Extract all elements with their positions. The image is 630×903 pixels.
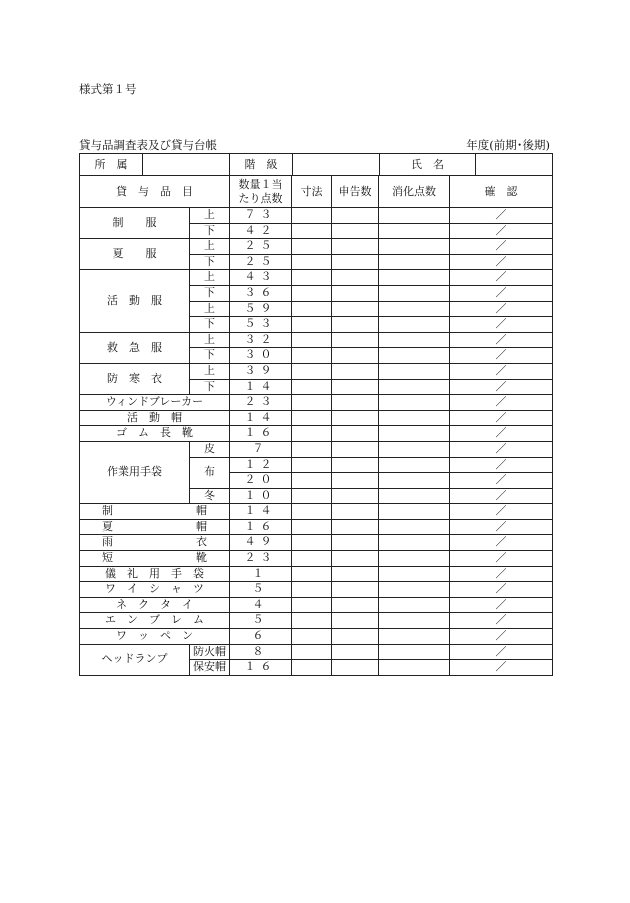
- ledger-table: [79, 153, 553, 176]
- item-points: ７: [230, 441, 292, 457]
- item-name-a: 雨: [102, 535, 113, 549]
- affiliation-label: 所 属: [80, 154, 143, 176]
- item-name: [80, 551, 230, 567]
- table-row: [80, 270, 553, 286]
- size-cell[interactable]: [292, 395, 332, 411]
- item-name-a: 夏: [102, 519, 113, 533]
- item-sub: 下: [190, 285, 230, 301]
- table-row: [80, 332, 553, 348]
- consumed-cell[interactable]: [379, 519, 450, 535]
- col-confirm: 確 認: [450, 176, 553, 208]
- item-sub: 保安帽: [190, 660, 230, 676]
- consumed-cell[interactable]: [379, 488, 450, 504]
- declared-cell[interactable]: [332, 301, 379, 317]
- item-points: ８: [230, 644, 292, 660]
- col-points-line2: たり点数: [238, 191, 283, 205]
- table-row: [80, 519, 553, 535]
- declared-cell[interactable]: [332, 644, 379, 660]
- item-points: ３９: [230, 363, 292, 379]
- col-size: 寸法: [292, 176, 332, 208]
- size-cell[interactable]: [292, 363, 332, 379]
- table-row: [80, 566, 553, 582]
- size-cell[interactable]: [292, 239, 332, 255]
- confirm-cell[interactable]: ／: [450, 582, 553, 598]
- confirm-cell[interactable]: ／: [450, 519, 553, 535]
- consumed-cell[interactable]: [379, 239, 450, 255]
- table-row: [80, 551, 553, 567]
- consumed-cell[interactable]: [379, 223, 450, 239]
- item-sub: 上: [190, 270, 230, 286]
- consumed-cell[interactable]: [379, 551, 450, 567]
- confirm-cell[interactable]: ／: [450, 441, 553, 457]
- item-points: ５３: [230, 317, 292, 333]
- item-name: エ ン ブ レ ム: [80, 613, 230, 629]
- size-cell[interactable]: [292, 660, 332, 676]
- declared-cell[interactable]: [332, 473, 379, 489]
- size-cell[interactable]: [292, 254, 332, 270]
- form-number: 様式第１号: [79, 82, 137, 96]
- declared-cell[interactable]: [332, 457, 379, 473]
- consumed-cell[interactable]: [379, 254, 450, 270]
- consumed-cell[interactable]: [379, 332, 450, 348]
- confirm-cell[interactable]: ／: [450, 426, 553, 442]
- declared-cell[interactable]: [332, 519, 379, 535]
- item-name: 防 寒 衣: [80, 363, 190, 394]
- confirm-cell[interactable]: ／: [450, 551, 553, 567]
- size-cell[interactable]: [292, 519, 332, 535]
- item-points: １２: [230, 457, 292, 473]
- consumed-cell[interactable]: [379, 410, 450, 426]
- item-points: １６: [230, 519, 292, 535]
- item-name-b: 衣: [196, 535, 207, 549]
- declared-cell[interactable]: [332, 488, 379, 504]
- col-item: 貸 与 品 目: [80, 176, 230, 208]
- item-sub: 上: [190, 208, 230, 224]
- consumed-cell[interactable]: [379, 379, 450, 395]
- size-cell[interactable]: [292, 629, 332, 645]
- consumed-cell[interactable]: [379, 535, 450, 551]
- declared-cell[interactable]: [332, 535, 379, 551]
- consumed-cell[interactable]: [379, 473, 450, 489]
- item-name: [80, 504, 230, 520]
- item-points: ２０: [230, 473, 292, 489]
- size-cell[interactable]: [292, 379, 332, 395]
- declared-cell[interactable]: [332, 426, 379, 442]
- size-cell[interactable]: [292, 597, 332, 613]
- declared-cell[interactable]: [332, 629, 379, 645]
- declared-cell[interactable]: [332, 239, 379, 255]
- item-points: ３０: [230, 348, 292, 364]
- item-points: １６: [230, 660, 292, 676]
- size-cell[interactable]: [292, 473, 332, 489]
- item-name: 活 動 帽: [80, 410, 230, 426]
- declared-cell[interactable]: [332, 379, 379, 395]
- confirm-cell[interactable]: ／: [450, 348, 553, 364]
- declared-cell[interactable]: [332, 597, 379, 613]
- table-row: [80, 644, 553, 660]
- item-name-b: 帽: [196, 519, 207, 533]
- declared-cell[interactable]: [332, 410, 379, 426]
- name-field[interactable]: [476, 154, 553, 176]
- confirm-cell[interactable]: ／: [450, 488, 553, 504]
- consumed-cell[interactable]: [379, 270, 450, 286]
- consumed-cell[interactable]: [379, 441, 450, 457]
- size-cell[interactable]: [292, 208, 332, 224]
- confirm-cell[interactable]: ／: [450, 270, 553, 286]
- table-row: [80, 426, 553, 442]
- table-row: [80, 613, 553, 629]
- item-name: ネ ク タ イ: [80, 597, 230, 613]
- name-label: 氏 名: [380, 154, 476, 176]
- size-cell[interactable]: [292, 348, 332, 364]
- item-name: ワ イ シ ャ ツ: [80, 582, 230, 598]
- size-cell[interactable]: [292, 504, 332, 520]
- item-sub: 下: [190, 317, 230, 333]
- table-row: [80, 239, 553, 255]
- item-sub: 冬: [190, 488, 230, 504]
- size-cell[interactable]: [292, 644, 332, 660]
- item-name: 制 服: [80, 208, 190, 239]
- confirm-cell[interactable]: ／: [450, 473, 553, 489]
- item-name-b: 帽: [196, 504, 207, 518]
- item-name: [80, 519, 230, 535]
- size-cell[interactable]: [292, 551, 332, 567]
- consumed-cell[interactable]: [379, 597, 450, 613]
- item-name: ヘッドランプ: [80, 644, 190, 675]
- table-row: [80, 208, 553, 224]
- item-points: １: [230, 566, 292, 582]
- item-points: ２３: [230, 395, 292, 411]
- item-points: ７３: [230, 208, 292, 224]
- confirm-cell[interactable]: ／: [450, 457, 553, 473]
- consumed-cell[interactable]: [379, 426, 450, 442]
- rank-field[interactable]: [293, 154, 380, 176]
- consumed-cell[interactable]: [379, 582, 450, 598]
- col-declared: 申告数: [332, 176, 379, 208]
- consumed-cell[interactable]: [379, 301, 450, 317]
- table-row: [80, 582, 553, 598]
- declared-cell[interactable]: [332, 504, 379, 520]
- confirm-cell[interactable]: ／: [450, 285, 553, 301]
- document-title: 貸与品調査表及び貸与台帳: [79, 138, 217, 152]
- item-sub: 上: [190, 239, 230, 255]
- item-name: ゴ ム 長 靴: [80, 426, 230, 442]
- confirm-cell[interactable]: ／: [450, 301, 553, 317]
- item-points: ４９: [230, 535, 292, 551]
- column-header-row: [80, 176, 553, 208]
- item-points: １０: [230, 488, 292, 504]
- confirm-cell[interactable]: ／: [450, 410, 553, 426]
- header-row: [80, 154, 553, 176]
- item-sub: 下: [190, 379, 230, 395]
- item-sub: 上: [190, 363, 230, 379]
- table-row: [80, 441, 553, 457]
- size-cell[interactable]: [292, 457, 332, 473]
- size-cell[interactable]: [292, 582, 332, 598]
- declared-cell[interactable]: [332, 613, 379, 629]
- confirm-cell[interactable]: ／: [450, 395, 553, 411]
- col-points: [230, 176, 292, 208]
- item-points: ２５: [230, 254, 292, 270]
- consumed-cell[interactable]: [379, 644, 450, 660]
- size-cell[interactable]: [292, 410, 332, 426]
- item-points: ６: [230, 629, 292, 645]
- item-name: 儀 礼 用 手 袋: [80, 566, 230, 582]
- declared-cell[interactable]: [332, 566, 379, 582]
- size-cell[interactable]: [292, 223, 332, 239]
- item-sub: 防火帽: [190, 644, 230, 660]
- consumed-cell[interactable]: [379, 395, 450, 411]
- confirm-cell[interactable]: ／: [450, 332, 553, 348]
- declared-cell[interactable]: [332, 348, 379, 364]
- size-cell[interactable]: [292, 301, 332, 317]
- rank-label: 階 級: [230, 154, 293, 176]
- declared-cell[interactable]: [332, 363, 379, 379]
- confirm-cell[interactable]: ／: [450, 566, 553, 582]
- item-points: １４: [230, 379, 292, 395]
- item-name: 活 動 服: [80, 270, 190, 332]
- confirm-cell[interactable]: ／: [450, 317, 553, 333]
- item-name: [80, 535, 230, 551]
- item-points: １４: [230, 410, 292, 426]
- confirm-cell[interactable]: ／: [450, 363, 553, 379]
- declared-cell[interactable]: [332, 441, 379, 457]
- item-points: ３２: [230, 332, 292, 348]
- item-name: ワ ッ ペ ン: [80, 629, 230, 645]
- consumed-cell[interactable]: [379, 317, 450, 333]
- declared-cell[interactable]: [332, 285, 379, 301]
- confirm-cell[interactable]: ／: [450, 629, 553, 645]
- consumed-cell[interactable]: [379, 660, 450, 676]
- size-cell[interactable]: [292, 613, 332, 629]
- declared-cell[interactable]: [332, 317, 379, 333]
- item-sub: 下: [190, 254, 230, 270]
- size-cell[interactable]: [292, 441, 332, 457]
- confirm-cell[interactable]: ／: [450, 535, 553, 551]
- declared-cell[interactable]: [332, 270, 379, 286]
- item-sub: 下: [190, 348, 230, 364]
- confirm-cell[interactable]: ／: [450, 208, 553, 224]
- item-name: 作業用手袋: [80, 441, 190, 503]
- item-points: ２３: [230, 551, 292, 567]
- confirm-cell[interactable]: ／: [450, 239, 553, 255]
- items-table: [79, 175, 553, 676]
- declared-cell[interactable]: [332, 582, 379, 598]
- table-row: [80, 363, 553, 379]
- item-points: １６: [230, 426, 292, 442]
- size-cell[interactable]: [292, 488, 332, 504]
- declared-cell[interactable]: [332, 208, 379, 224]
- item-points: １４: [230, 504, 292, 520]
- confirm-cell[interactable]: ／: [450, 613, 553, 629]
- size-cell[interactable]: [292, 332, 332, 348]
- table-row: [80, 395, 553, 411]
- item-points: ４３: [230, 270, 292, 286]
- item-points: ２５: [230, 239, 292, 255]
- item-sub: 上: [190, 332, 230, 348]
- item-name: 救 急 服: [80, 332, 190, 363]
- item-points: ５: [230, 613, 292, 629]
- item-name: ウィンドブレーカー: [80, 395, 230, 411]
- size-cell[interactable]: [292, 317, 332, 333]
- consumed-cell[interactable]: [379, 613, 450, 629]
- item-name-a: 短: [102, 551, 113, 565]
- consumed-cell[interactable]: [379, 566, 450, 582]
- item-name: 夏 服: [80, 239, 190, 270]
- consumed-cell[interactable]: [379, 457, 450, 473]
- confirm-cell[interactable]: ／: [450, 597, 553, 613]
- confirm-cell[interactable]: ／: [450, 660, 553, 676]
- size-cell[interactable]: [292, 285, 332, 301]
- declared-cell[interactable]: [332, 660, 379, 676]
- item-sub: 上: [190, 301, 230, 317]
- declared-cell[interactable]: [332, 395, 379, 411]
- confirm-cell[interactable]: ／: [450, 644, 553, 660]
- item-name-a: 制: [102, 504, 113, 518]
- size-cell[interactable]: [292, 566, 332, 582]
- confirm-cell[interactable]: ／: [450, 254, 553, 270]
- consumed-cell[interactable]: [379, 363, 450, 379]
- consumed-cell[interactable]: [379, 348, 450, 364]
- table-row: [80, 535, 553, 551]
- item-points: ４: [230, 597, 292, 613]
- item-name-b: 靴: [196, 551, 207, 565]
- item-points: ５: [230, 582, 292, 598]
- consumed-cell[interactable]: [379, 629, 450, 645]
- table-row: [80, 629, 553, 645]
- table-row: [80, 597, 553, 613]
- item-points: ４２: [230, 223, 292, 239]
- declared-cell[interactable]: [332, 254, 379, 270]
- consumed-cell[interactable]: [379, 504, 450, 520]
- declared-cell[interactable]: [332, 332, 379, 348]
- consumed-cell[interactable]: [379, 208, 450, 224]
- confirm-cell[interactable]: ／: [450, 223, 553, 239]
- col-points-line1: 数量１当: [238, 177, 283, 191]
- item-sub: 下: [190, 223, 230, 239]
- col-consumed: 消化点数: [379, 176, 450, 208]
- item-points: ３６: [230, 285, 292, 301]
- table-row: [80, 504, 553, 520]
- declared-cell[interactable]: [332, 551, 379, 567]
- size-cell[interactable]: [292, 426, 332, 442]
- fiscal-period: 年度(前期･後期): [466, 138, 550, 152]
- item-sub: 皮: [190, 441, 230, 457]
- confirm-cell[interactable]: ／: [450, 379, 553, 395]
- declared-cell[interactable]: [332, 223, 379, 239]
- affiliation-field[interactable]: [143, 154, 230, 176]
- size-cell[interactable]: [292, 535, 332, 551]
- item-sub: 布: [190, 457, 230, 488]
- table-row: [80, 410, 553, 426]
- item-points: ５９: [230, 301, 292, 317]
- consumed-cell[interactable]: [379, 285, 450, 301]
- confirm-cell[interactable]: ／: [450, 504, 553, 520]
- size-cell[interactable]: [292, 270, 332, 286]
